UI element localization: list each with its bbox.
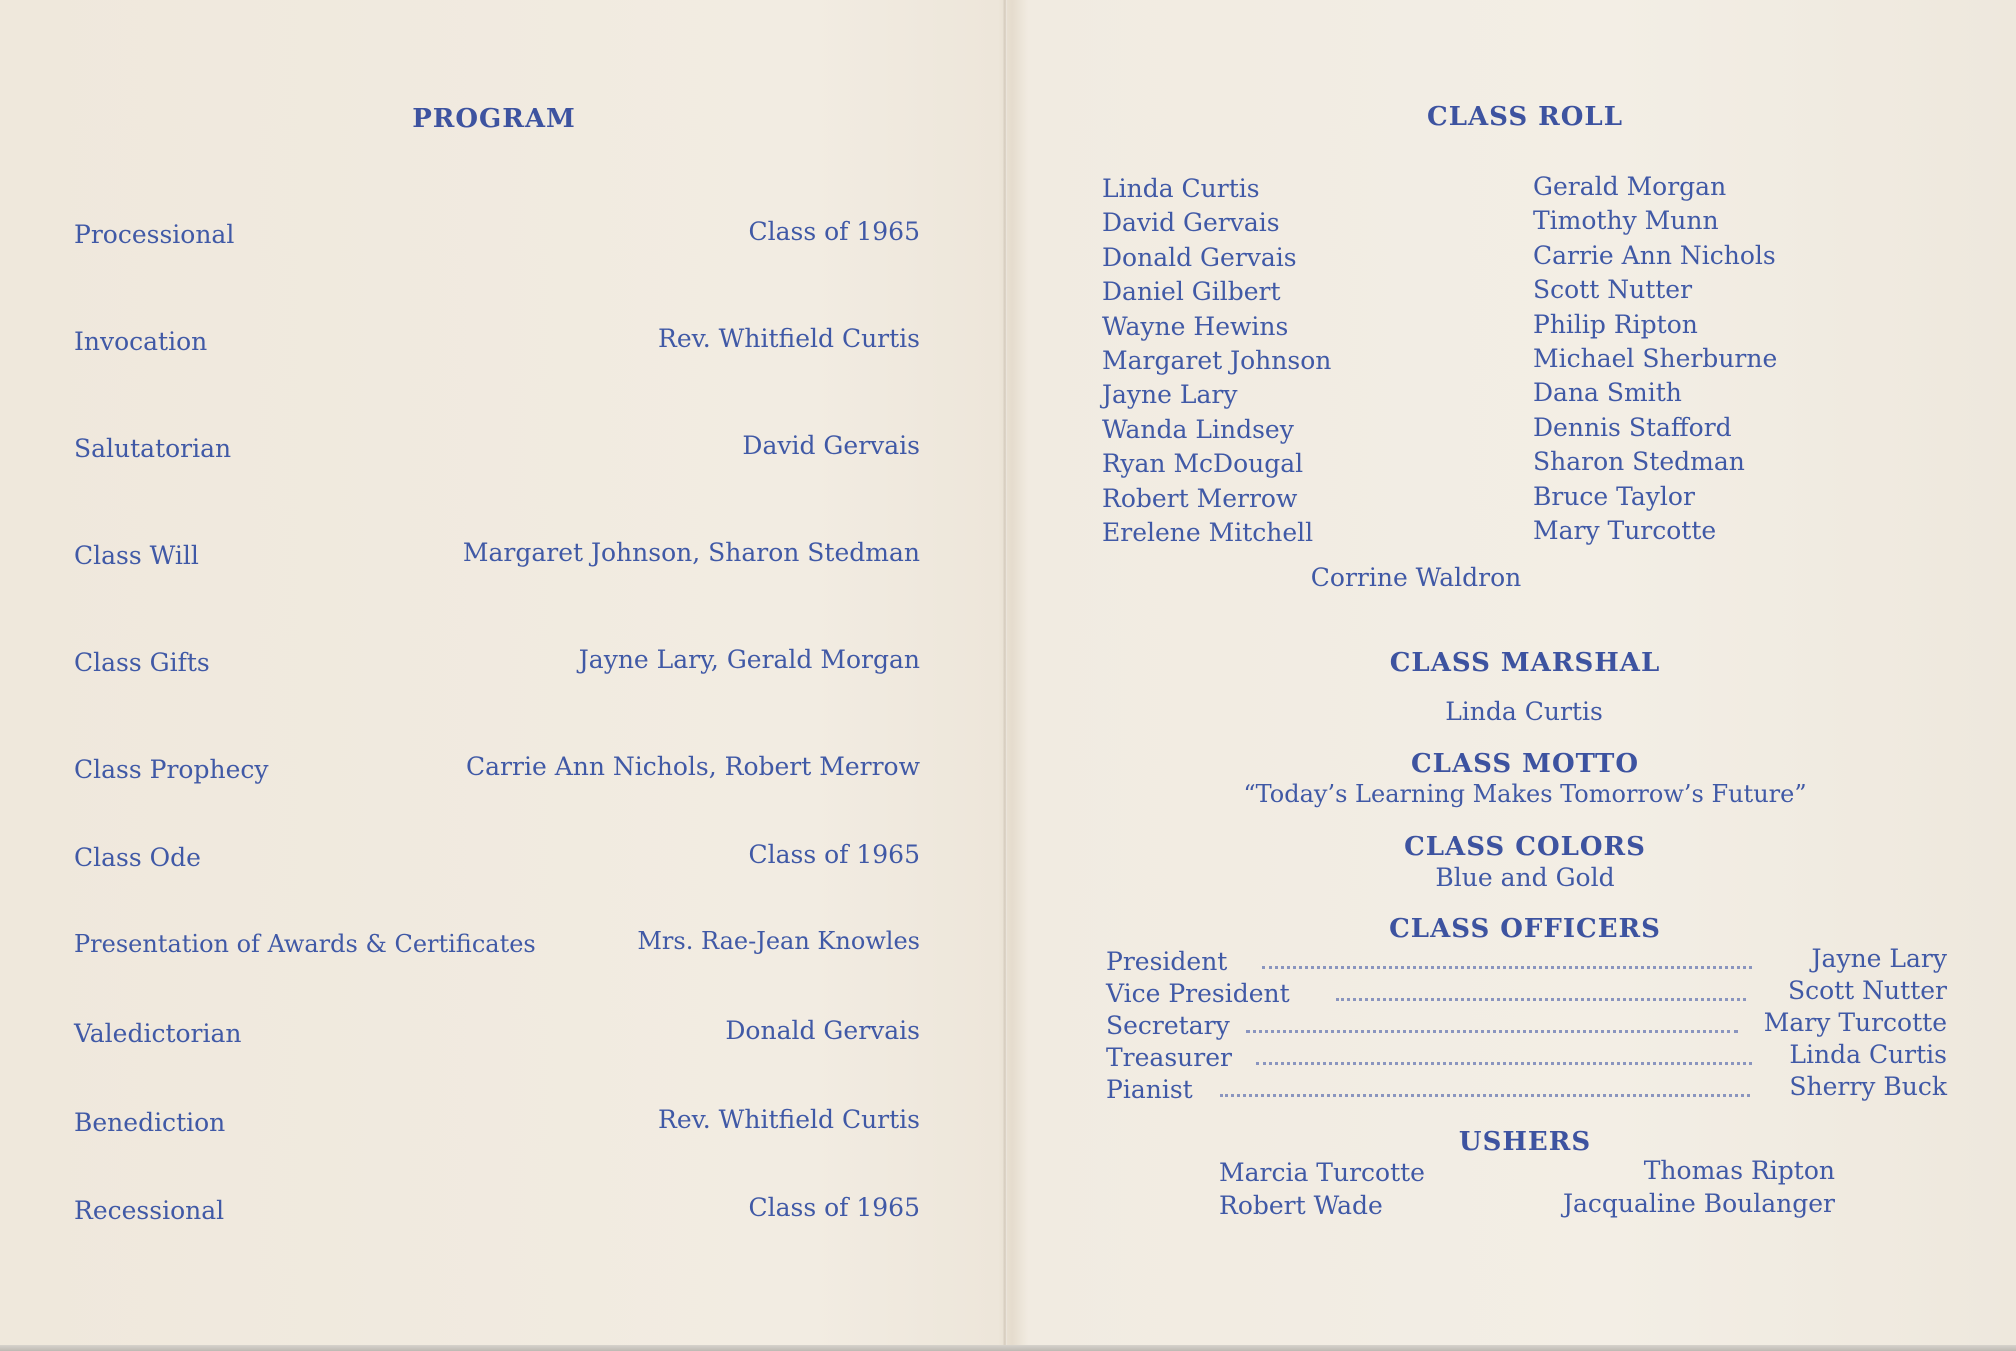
page-fold [1003,0,1007,1351]
program-item-value: Rev. Whitfield Curtis [658,1105,920,1134]
program-item-value: Jayne Lary, Gerald Morgan [578,645,920,674]
class-roll-name: Timothy Munn [1533,206,1719,235]
officer-role: Treasurer [1106,1043,1232,1072]
usher-name: Jacqualine Boulanger [1562,1189,1835,1218]
class-roll-name: Wanda Lindsey [1102,415,1294,444]
program-item-value: Class of 1965 [748,217,920,246]
class-roll-name: Donald Gervais [1102,243,1297,272]
program-item-label: Recessional [74,1196,225,1225]
class-roll-name: Daniel Gilbert [1102,277,1281,306]
class-roll-name: Erelene Mitchell [1102,518,1314,547]
class-colors-text: Blue and Gold [1435,863,1615,892]
officer-name: Scott Nutter [1787,976,1947,1005]
program-item-label: Processional [74,220,235,249]
usher-name: Robert Wade [1219,1191,1383,1220]
program-heading: PROGRAM [412,104,576,134]
officer-role: President [1106,947,1228,976]
leader-dots [1256,1058,1752,1065]
program-item-label: Class Ode [74,843,201,872]
class-roll-name: Sharon Stedman [1533,447,1745,476]
class-roll-name: Linda Curtis [1102,174,1260,203]
officer-name: Jayne Lary [1811,944,1947,973]
class-roll-name: Dennis Stafford [1533,413,1732,442]
leader-dots [1336,994,1746,1001]
program-item-value: Mrs. Rae-Jean Knowles [637,927,920,955]
class-officers-heading: CLASS OFFICERS [1389,914,1661,944]
class-marshal-name: Linda Curtis [1445,697,1603,726]
class-roll-name: Carrie Ann Nichols [1533,241,1776,270]
officer-role: Vice President [1106,979,1290,1008]
program-item-value: David Gervais [742,431,920,460]
class-motto-heading: CLASS MOTTO [1410,749,1640,779]
officer-role: Secretary [1106,1011,1230,1040]
class-roll-name: Gerald Morgan [1533,172,1727,201]
class-roll-name: Ryan McDougal [1102,449,1304,478]
program-item-value: Carrie Ann Nichols, Robert Merrow [466,752,920,781]
program-item-label: Salutatorian [74,434,232,463]
class-roll-name: Margaret Johnson [1102,346,1332,375]
class-marshal-heading: CLASS MARSHAL [1389,648,1661,678]
leader-dots [1262,962,1752,969]
class-roll-name: Scott Nutter [1533,275,1693,304]
officer-name: Mary Turcotte [1763,1008,1947,1037]
program-item-value: Margaret Johnson, Sharon Stedman [462,538,920,567]
program-item-label: Benediction [74,1108,226,1137]
usher-name: Marcia Turcotte [1219,1158,1425,1187]
class-roll-name: Mary Turcotte [1533,516,1717,545]
class-roll-name: David Gervais [1102,208,1280,237]
program-item-label: Class Will [74,541,199,570]
program-item-value: Donald Gervais [725,1016,920,1045]
officer-role: Pianist [1106,1075,1193,1104]
program-item-label: Valedictorian [74,1019,242,1048]
class-roll-name: Dana Smith [1533,378,1682,407]
program-item-value: Class of 1965 [748,840,920,869]
class-roll-name: Wayne Hewins [1102,312,1289,341]
class-roll-heading: CLASS ROLL [1427,102,1623,132]
program-item-label: Class Prophecy [74,755,269,784]
program-item-value: Class of 1965 [748,1193,920,1222]
program-item-label: Class Gifts [74,648,210,677]
class-roll-last-name: Corrine Waldron [1310,563,1522,592]
class-roll-name: Jayne Lary [1102,380,1238,409]
program-item-label: Presentation of Awards & Certificates [74,930,536,958]
officer-name: Linda Curtis [1789,1040,1947,1069]
paper-edge [0,1345,2016,1351]
class-roll-name: Bruce Taylor [1533,482,1695,511]
program-item-label: Invocation [74,327,208,356]
class-colors-heading: CLASS COLORS [1404,832,1646,862]
ushers-heading: USHERS [1458,1127,1592,1157]
usher-name: Thomas Ripton [1643,1156,1835,1185]
class-roll-name: Philip Ripton [1533,310,1698,339]
class-roll-name: Robert Merrow [1102,484,1298,513]
leader-dots [1246,1026,1738,1033]
officer-name: Sherry Buck [1789,1072,1947,1101]
leader-dots [1220,1090,1750,1097]
class-motto-text: “Today’s Learning Makes Tomorrow’s Future” [1243,780,1807,808]
class-roll-name: Michael Sherburne [1533,344,1778,373]
program-item-value: Rev. Whitfield Curtis [658,324,920,353]
